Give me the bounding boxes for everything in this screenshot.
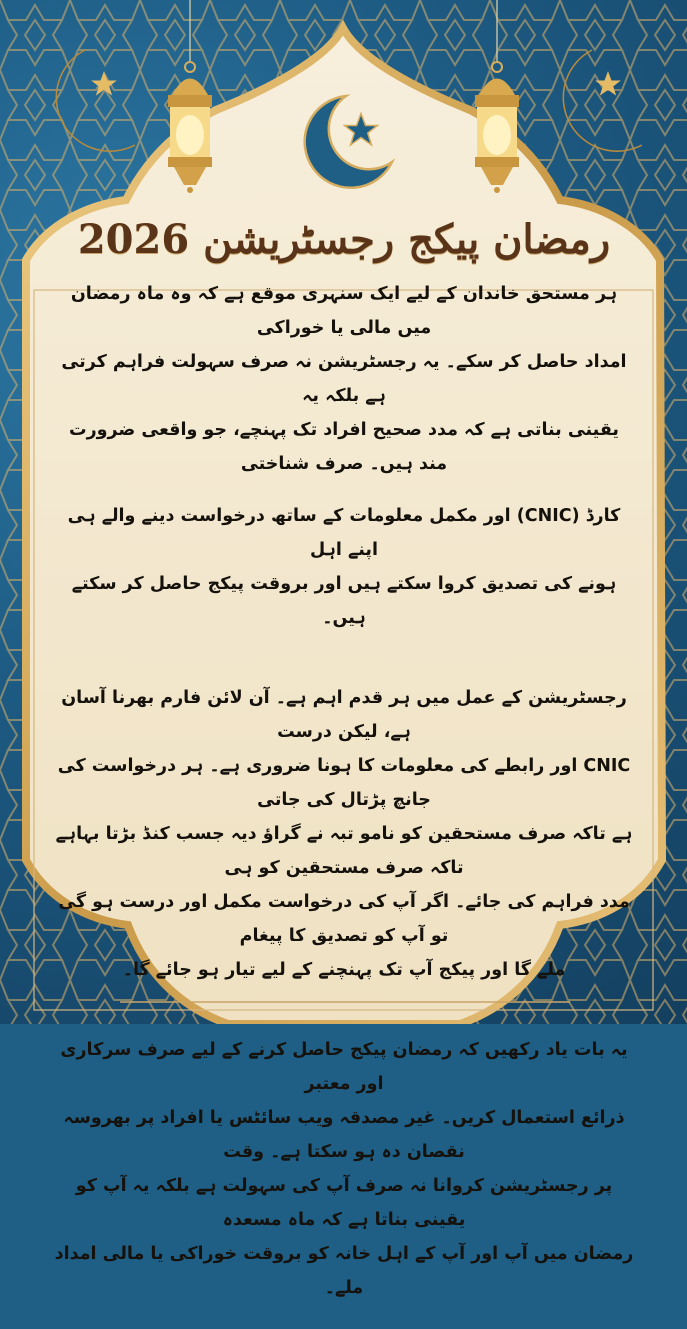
page-title: رمضان پیکج رجسٹریشن 2026 [77,216,611,263]
lantern-right-icon [467,0,527,195]
star-center-icon [343,112,379,148]
text-line: پر رجسٹریشن کروانا نہ صرف آپ کی سہولت ہے بلکہ یہ آپ کو یقینی بناتا ہے کہ ماہ مسعدہ [75,1176,613,1230]
paragraph-warning [52,1033,636,1305]
text-line: مدد فراہم کی جائے۔ اگر آپ کی درخواست مکمل اور درست ہو گی تو آپ کو تصدیق کا پیغام [58,892,630,946]
poster-content [52,210,636,1329]
text-line: CNIC اور رابطے کی معلومات کا ہونا ضروری ہے۔ ہر درخواست کی جانچ پڑتال کی جاتی [57,756,631,810]
text-line: ہونے کی تصدیق کروا سکتے ہیں اور بروقت پیکج حاصل کر سکتے ہیں۔ [71,574,617,628]
text-line: ذرائع استعمال کریں۔ غیر مصدقہ ویب سائٹس یا افراد پر بھروسہ نقصان دہ ہو سکتا ہے۔ وقت [63,1108,625,1162]
text-line: ملے گا اور پیکج آپ تک پہنچنے کے لیے تیار ہو جائے گا۔ [122,960,566,980]
crescent-moon-left-icon [45,40,135,160]
crescent-moon-right-icon [552,40,642,160]
star-right-icon [594,70,622,98]
text-line: یہ بات یاد رکھیں کہ رمضان پیکج حاصل کرنے کے لیے صرف سرکاری اور معتبر [60,1040,628,1094]
lantern-left-icon [160,0,220,195]
text-line: کارڈ (CNIC) اور مکمل معلومات کے ساتھ درخواست دینے والے ہی اپنے اہل [67,506,621,560]
text-line: ہر مستحق خاندان کے لیے ایک سنہری موقع ہے کہ وہ ماہ رمضان میں مالی یا خوراکی [70,284,618,338]
text-line: رمضان میں آپ اور آپ کے اہل خانہ کو بروقت خوراکی یا مالی امداد ملے۔ [54,1244,634,1298]
paragraph-process [52,681,636,987]
text-line: یقینی بناتی ہے کہ مدد صحیح افراد تک پہنچے، جو واقعی ضرورت مند ہیں۔ صرف شناختی [68,420,619,474]
text-line: ہے تاکہ صرف مستحقین کو نامو تبہ نے گراؤ دیہ جسب کنڈ بڑتا بہاہے تاکہ صرف مستحقین کو ہی [55,824,633,878]
paragraph-cnic [52,499,636,635]
text-line: امداد حاصل کر سکے۔ یہ رجسٹریشن نہ صرف سہولت فراہم کرتی ہے بلکہ یہ [61,352,627,406]
paragraph-intro [52,277,636,481]
text-line: رجسٹریشن کے عمل میں ہر قدم اہم ہے۔ آن لائن فارم بھرنا آسان ہے، لیکن درست [61,688,627,742]
star-left-icon [90,70,118,98]
